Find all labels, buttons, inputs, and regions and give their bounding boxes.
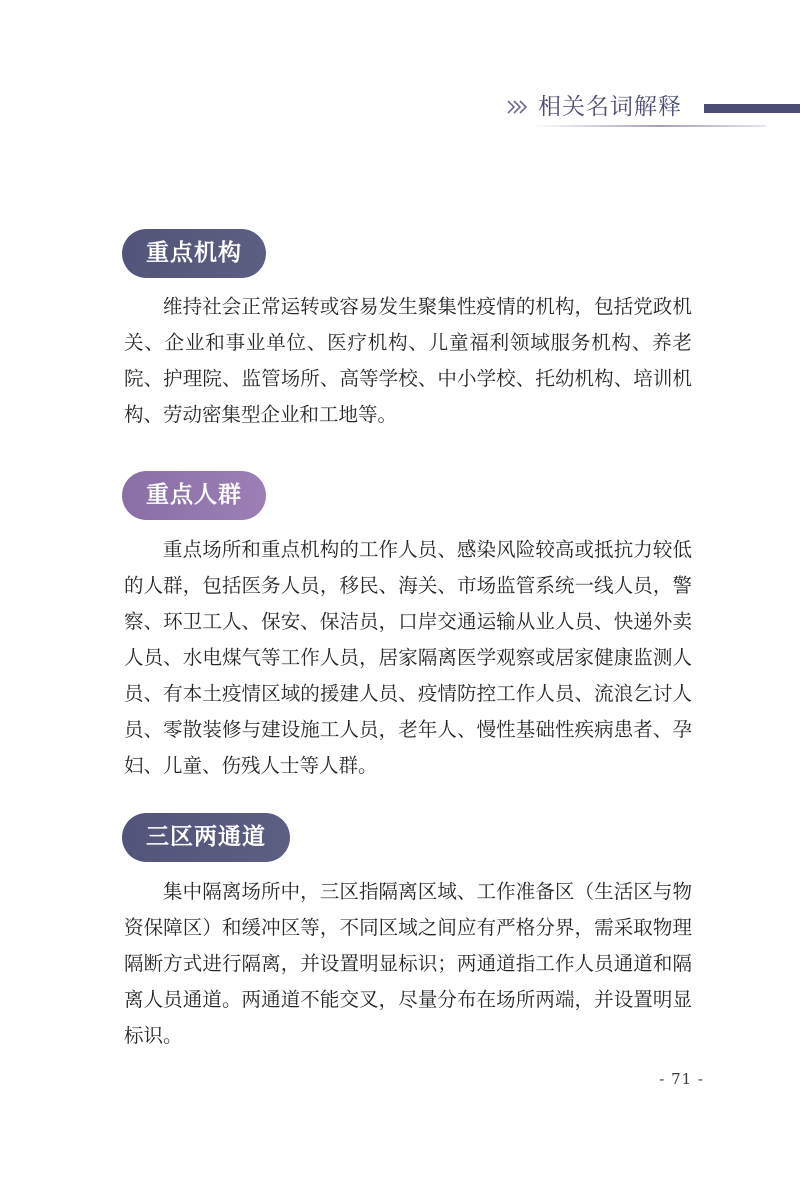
section-title-key-institutions: 重点机构 — [122, 229, 266, 278]
chevron-arrows-icon — [506, 98, 532, 116]
section-body-three-zones-two-channels: 集中隔离场所中，三区指隔离区域、工作准备区（生活区与物资保障区）和缓冲区等，不同区域之间应有严格分界，需采取物理隔断方式进行隔离，并设置明显标识；两通道指工作人员通道和隔离人员通道。两通道不能交叉，尽量分布在场所两端，并设置明显标识。 — [124, 880, 692, 1047]
header-title: 相关名词解释 — [538, 94, 682, 120]
section-body-key-institutions: 维持社会正常运转或容易发生聚集性疫情的机构，包括党政机关、企业和事业单位、医疗机构、儿童福利领域服务机构、养老院、护理院、监管场所、高等学校、中小学校、托幼机构、培训机构、劳动密集型企业和工地等。 — [124, 295, 692, 426]
page-number: - 71 - — [659, 1070, 704, 1088]
section-title-key-groups: 重点人群 — [122, 471, 266, 520]
header-accent-bar — [704, 104, 800, 113]
section-body-key-groups: 重点场所和重点机构的工作人员、感染风险较高或抵抗力较低的人群，包括医务人员，移民、海关、市场监管系统一线人员，警察、环卫工人、保安、保洁员，口岸交通运输从业人员、快递外卖人员、水电煤气等工作人员，居家隔离医学观察或居家健康监测人员、有本土疫情区域的援建人员、疫情防控工作人员、流浪乞讨人员、零散装修与建设施工人员，老年人、慢性基础性疾病患者、孕妇、儿童、伤残人士等人群。 — [124, 538, 692, 777]
section-title-three-zones-two-channels: 三区两通道 — [122, 813, 290, 862]
header-underline — [530, 125, 766, 127]
page-header — [500, 84, 800, 134]
